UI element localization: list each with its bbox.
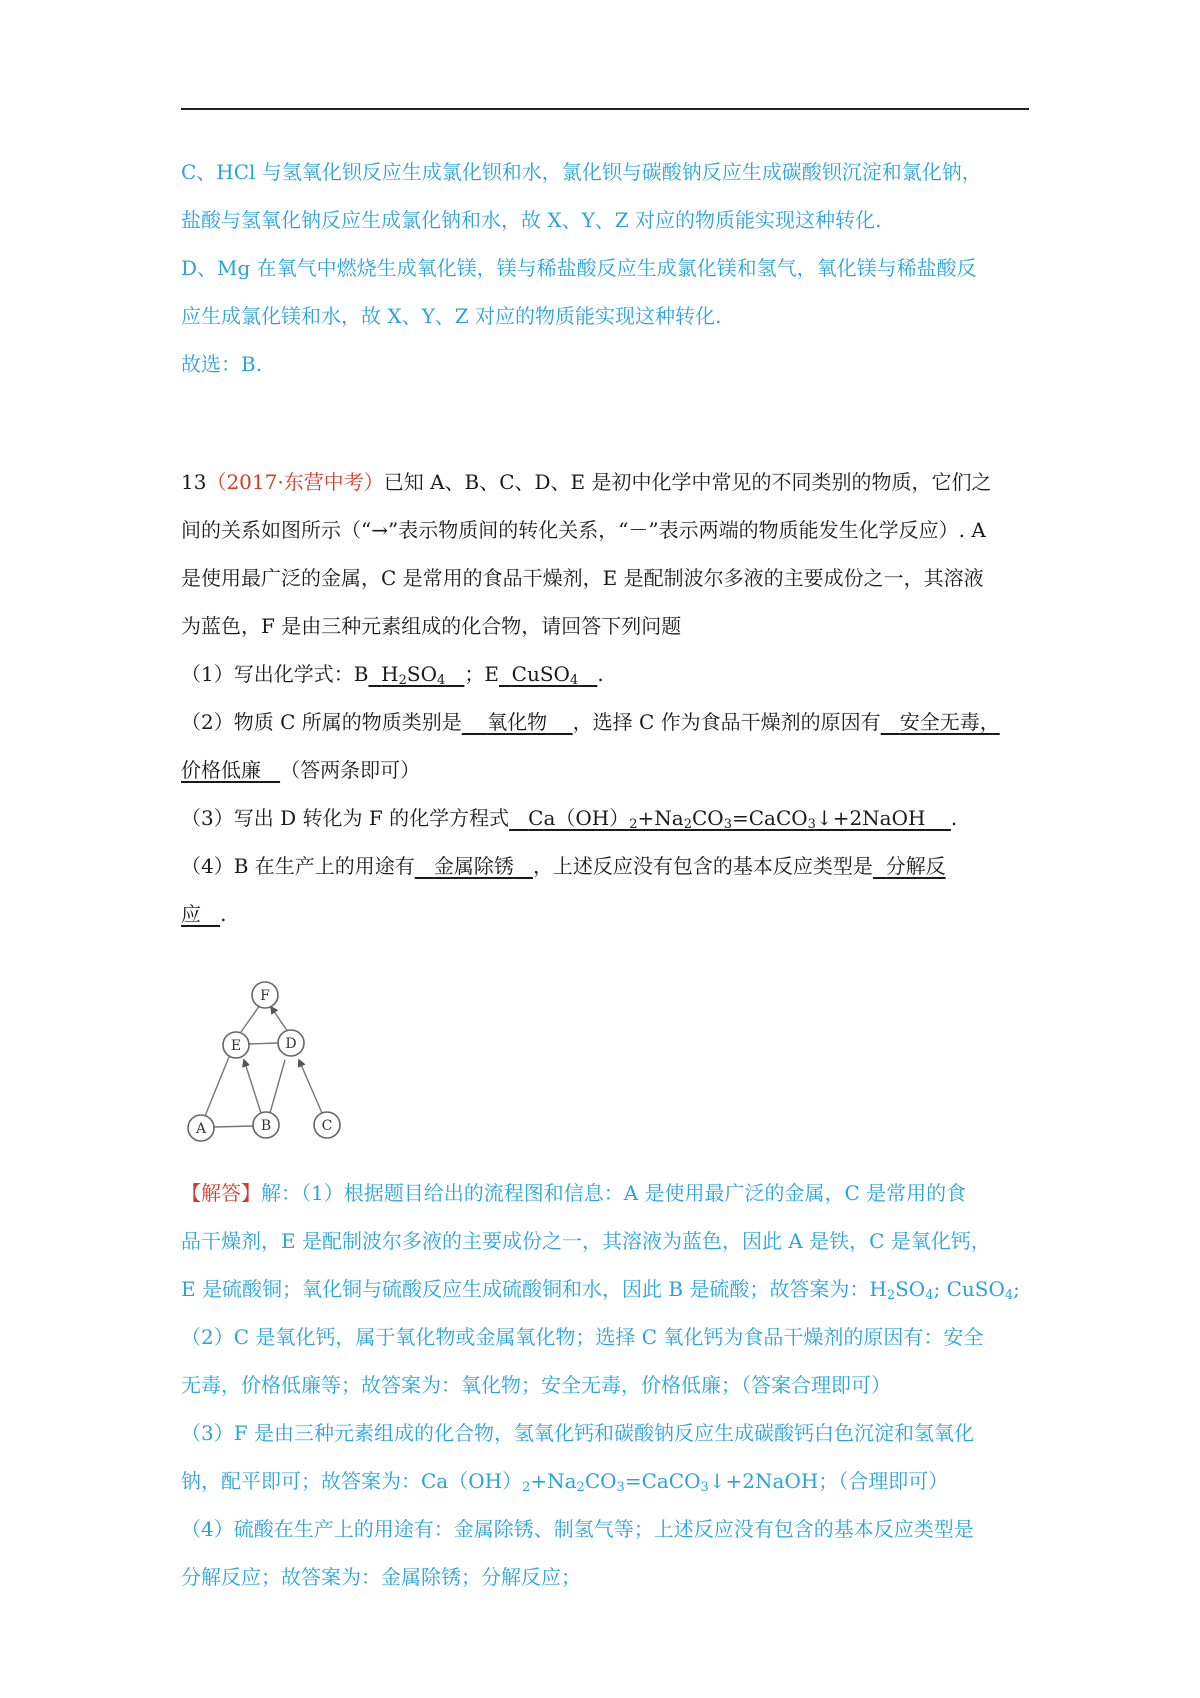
edge-d-f xyxy=(271,1007,288,1032)
part1-answer-e: CuSO$_4$ xyxy=(511,662,579,688)
solution-line4: （2）C 是氧化钙，属于氧化物或金属氧化物；选择 C 氧化钙为食品干燥剂的原因有：安全 xyxy=(181,1325,984,1349)
edge-e-d xyxy=(249,1043,278,1044)
solution-line6: （3）F 是由三种元素组成的化合物，氢氧化钙和碳酸钠反应生成碳酸钙白色沉淀和氢氧化 xyxy=(181,1421,974,1445)
svg-text:D: D xyxy=(285,1036,297,1052)
part4-answer-type-a: 分解反 xyxy=(885,854,946,878)
question-line3: 是使用最广泛的金属，C 是常用的食品干燥剂，E 是配制波尔多液的主要成份之一，其溶液 xyxy=(181,566,984,590)
question-source: （2017·东营中考） xyxy=(206,470,384,494)
node-a xyxy=(188,1115,214,1141)
part4-cont: 应 . xyxy=(181,902,227,926)
prev-answer-c-line1: C、HCl 与氢氧化钡反应生成氯化钡和水，氯化钡与碳酸钠反应生成碳酸钡沉淀和氯化钠， xyxy=(181,160,982,184)
part2-answer-reason-a: 安全无毒， xyxy=(899,710,1000,734)
part4-answer-type-b: 应 xyxy=(181,902,201,926)
solution-line1: 【解答】解：（1）根据题目给出的流程图和信息：A 是使用最广泛的金属，C 是常用的食 xyxy=(181,1181,967,1205)
part2-answer-category: 氧化物 xyxy=(487,710,548,734)
svg-text:A: A xyxy=(195,1121,207,1137)
page-content xyxy=(181,148,1029,1601)
question-line2: 间的关系如图所示（“→”表示物质间的转化关系，“－”表示两端的物质能发生化学反应）. A xyxy=(181,518,986,542)
node-d xyxy=(278,1030,304,1056)
svg-text:E: E xyxy=(230,1038,242,1054)
svg-text:C: C xyxy=(321,1118,333,1134)
prev-answer-c-line2: 盐酸与氢氧化钠反应生成氯化钠和水，故 X、Y、Z 对应的物质能实现这种转化. xyxy=(181,208,882,232)
question-line4: 为蓝色，F 是由三种元素组成的化合物，请回答下列问题 xyxy=(181,614,682,638)
edge-b-d xyxy=(270,1060,285,1113)
relation-diagram xyxy=(181,950,361,1155)
header-rule xyxy=(181,108,1029,110)
solution-line8: （4）硫酸在生产上的用途有：金属除锈、制氢气等；上述反应没有包含的基本反应类型是 xyxy=(181,1517,974,1541)
part3-answer-equation: $Ca(OH)_2+Na_2CO_3=CaCO_3↓+2NaOH$ xyxy=(528,806,926,832)
part4: （4）B 在生产上的用途有 金属除锈 ，上述反应没有包含的基本反应类型是 分解反 xyxy=(181,854,946,878)
node-e xyxy=(223,1032,249,1058)
node-c xyxy=(314,1112,340,1138)
edge-c-d xyxy=(299,1060,322,1113)
svg-text:B: B xyxy=(260,1118,272,1134)
part1-answer-b: $H_2SO_4$ xyxy=(381,662,446,688)
edge-a-e xyxy=(205,1057,229,1116)
part1: （1）写出化学式：B $H_2SO_4$ ；E CuSO$_4$ . xyxy=(181,662,604,688)
edge-a-b xyxy=(214,1126,253,1127)
solution-line3: E 是硫酸铜；氧化铜与硫酸反应生成硫酸铜和水，因此 B 是硫酸；故答案为：$H_2SO_4$; CuSO$_4$; xyxy=(181,1277,1020,1303)
part4-answer-use: 金属除锈 xyxy=(433,854,514,878)
question-line1 xyxy=(181,458,1029,506)
solution-line2: 品干燥剂，E 是配制波尔多液的主要成份之一，其溶液为蓝色，因此 A 是铁，C 是氧化钙， xyxy=(181,1229,991,1253)
part2-answer-reason-b: 价格低廉 xyxy=(181,758,261,782)
solution-line5: 无毒，价格低廉等；故答案为：氧化物；安全无毒，价格低廉；（答案合理即可） xyxy=(181,1373,891,1397)
solution-line9: 分解反应；故答案为：金属除锈；分解反应； xyxy=(181,1565,581,1589)
solution-line7: 钠，配平即可；故答案为：$Ca(OH)_2+Na_2CO_3=CaCO_3↓+2NaOH$；（合理即可） xyxy=(181,1469,949,1495)
prev-answer-d-line1: D、Mg 在氧气中燃烧生成氧化镁，镁与稀盐酸反应生成氯化镁和氢气，氧化镁与稀盐酸反 xyxy=(181,256,977,280)
svg-text:F: F xyxy=(260,988,270,1004)
part2-cont: 价格低廉 （答两条即可） xyxy=(181,758,421,782)
part3: （3）写出 D 转化为 F 的化学方程式 $Ca(OH)_2+Na_2CO_3=CaCO_3↓+2NaOH$ . xyxy=(181,806,958,832)
edge-b-e xyxy=(244,1060,261,1113)
prev-answer-choice: 故选：B. xyxy=(181,352,263,376)
part2: （2）物质 C 所属的物质类别是 氧化物 ，选择 C 作为食品干燥剂的原因有 安全无毒， xyxy=(181,710,1000,734)
node-f xyxy=(252,982,278,1008)
solution-tag: 【解答】 xyxy=(181,1181,261,1205)
node-b xyxy=(253,1112,279,1138)
edge-e-f xyxy=(241,1005,260,1032)
question-number: 13 xyxy=(181,470,207,494)
question-text-1: 已知 A、B、C、D、E 是初中化学中常见的不同类别的物质，它们之 xyxy=(383,470,992,494)
prev-answer-d-line2: 应生成氯化镁和水，故 X、Y、Z 对应的物质能实现这种转化. xyxy=(181,304,722,328)
